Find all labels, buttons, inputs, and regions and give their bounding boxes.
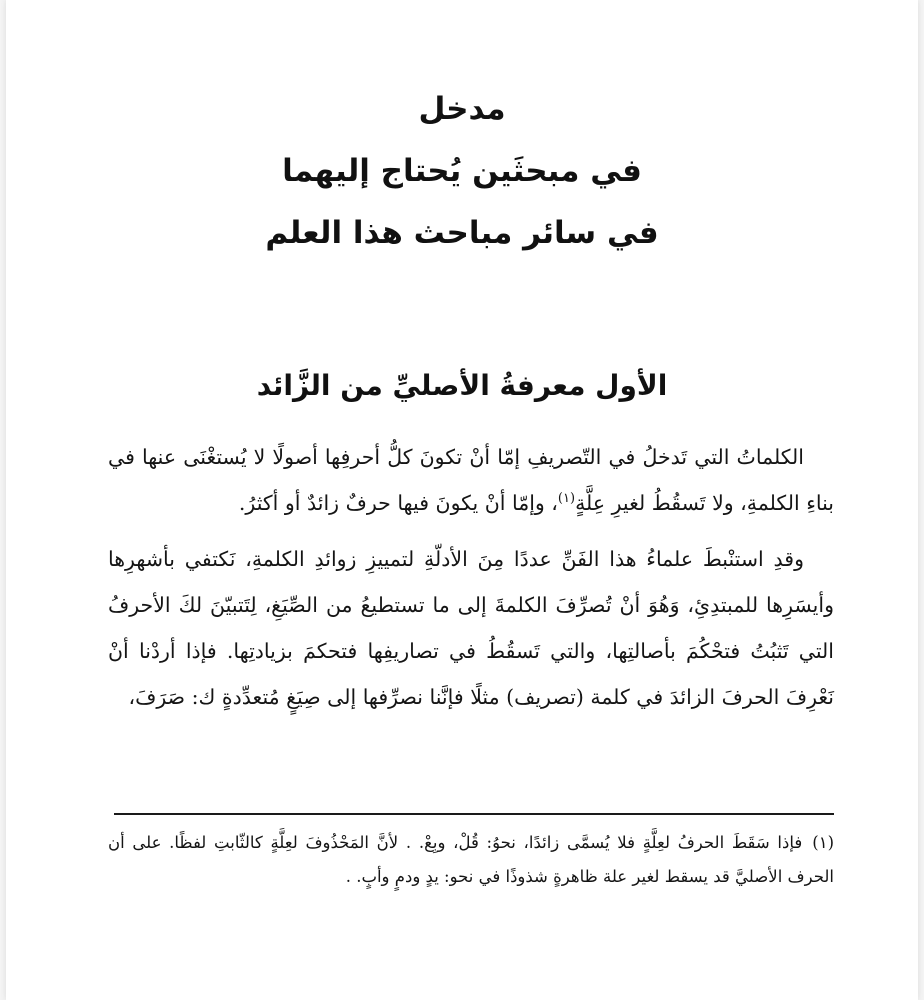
chapter-heading	[6, 78, 918, 264]
footnote-1	[108, 826, 834, 894]
footnote-number: (١)	[812, 833, 834, 852]
section-title: الأول معرفةُ الأصليِّ من الزَّائد	[256, 369, 668, 402]
heading-line-2: في مبحثَين يُحتاج إليهما	[282, 153, 642, 189]
footnote-divider	[114, 813, 834, 815]
footnote-text: فإذا سَقَطَ الحرفُ لعِلَّةٍ فلا يُسمَّى زائدًا، نحوُ: قُلْ، وبِعْ. . لأنَّ المَحْذُوفَ لعِلَّةٍ كالثّابتِ لفظًا. على أن الحرف الأصليَّ قد يسقط لغير علة ظاهرةٍ شذوذًا في نحو: يدٍ ودمٍ وأبٍ. .	[108, 833, 834, 886]
book-page	[6, 0, 918, 1000]
body-text	[108, 434, 834, 720]
footnote-reference: (١)	[557, 491, 576, 507]
paragraph-2: وقدِ استنْبطَ علماءُ هذا الفَنِّ عددًا مِنَ الأدلّةِ لتمييزِ زوائدِ الكلمةِ، نَكتفي بأشهرِها وأيسَرِها للمبتدِئِ، وَهُوَ أنْ تُصرِّفَ الكلمةَ إلى ما تستطيعُ من الصِّيَغِ، لِتَتبيّنَ لكَ الأحرفُ التي تَثبُتُ فتحْكُمَ بأصالتِها، والتي تَسقُطُ في تصاريفِها فتحكمَ بزيادتِها. فإذا أردْنا أنْ نَعْرِفَ الحرفَ الزائدَ في كلمة (تصريف) مثلًا فإنَّنا نصرِّفها إلى صِيَغٍ مُتعدِّدةٍ ك: صَرَفَ،	[108, 547, 834, 709]
footnotes	[108, 826, 834, 894]
paragraph-1	[108, 434, 834, 526]
paragraph-1-text-b: ، وإمّا أنْ يكونَ فيها حرفٌ زائدٌ أو أكثرُ.	[238, 491, 558, 515]
heading-line-3: في سائر مباحث هذا العلم	[265, 215, 659, 251]
heading-line-1: مدخل	[418, 91, 506, 127]
paragraph-1-text-a: الكلماتُ التي تَدخلُ في التّصريفِ إمّا أنْ تكونَ كلُّ أحرفِها أصولًا لا يُستغْنَى عنها في بناءِ الكلمةِ، ولا تَسقُطُ لغيرِ عِلَّةٍ	[108, 445, 834, 515]
